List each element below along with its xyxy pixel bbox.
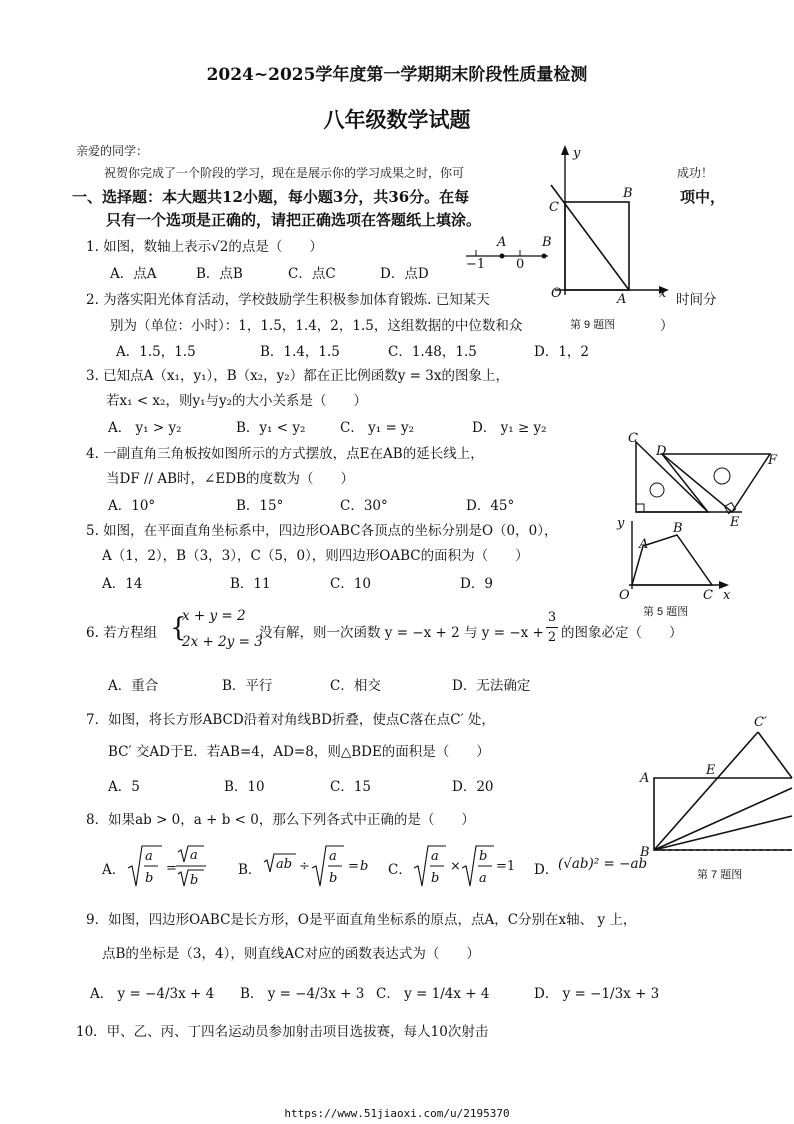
svg-text:a: a [190,848,198,863]
q1-option-a: A．点A [110,266,157,282]
svg-text:=: = [166,861,177,876]
fig9-label-y: y [573,146,581,161]
fig9-label-a: A [617,292,627,307]
q2-line2: 别为（单位：小时）：1，1.5，1.4，2，1.5，这组数据的中位数和众 [110,318,523,334]
section1-heading2: 只有一个选项是正确的，请把正确选项在答题纸上填涂。 [106,211,482,229]
footer-url[interactable]: https://www.51jiaoxi.com/u/2195370 [284,1107,510,1120]
q5-option-a: A．14 [102,576,143,592]
fig7-label-e: E [706,763,716,778]
fig9-label-b: B [623,186,633,201]
q3-option-c: C． y₁ = y₂ [340,420,415,436]
q4-option-d: D．45° [466,498,515,514]
fig9-caption: 第 9 题图 [570,319,616,331]
figure-q5 [615,515,750,603]
q8-option-c: C． [388,862,412,878]
greeting-message: 祝贺你完成了一个阶段的学习，现在是展示你的学习成果之时，你可 [104,166,465,180]
q6-option-b: B．平行 [222,678,273,694]
q7-line1: 7．如图，将长方形ABCD沿着对角线BD折叠，使点C落在点C′ 处， [86,712,495,728]
q2-option-b: B．1.4，1.5 [260,344,340,360]
q4-option-a: A．10° [108,498,156,514]
q5-option-b: B．11 [230,576,271,592]
q3-option-a: A． y₁ > y₂ [108,420,182,436]
fig5-label-o: O [619,588,630,603]
q2-option-d: D．1，2 [534,344,590,360]
q6-brace: { [170,613,187,643]
q1-stem: 1. 如图，数轴上表示√2的点是（ ） [86,239,323,255]
q6-frac-num: 3 [547,610,557,625]
fig4-label-c: C [628,431,638,446]
q2-line1-end: 时间分 [676,292,717,308]
q2-option-c: C．1.48，1.5 [388,344,477,360]
q6-option-c: C．相交 [330,678,381,694]
q8-option-b-expr [262,842,372,892]
section1-heading-end: 项中， [680,188,726,206]
q9-line2: 点B的坐标是（3，4），则直线AC对应的函数表达式为（ ） [102,946,480,962]
fig5-label-b: B [673,521,683,536]
numline-label-b: B [542,235,552,250]
svg-text:a: a [145,849,153,864]
q6-frac-den: 2 [547,630,557,645]
q7-line2: BC′ 交AD于E．若AB=4，AD=8，则△BDE的面积是（ ） [108,744,490,760]
q3-option-b: B．y₁ < y₂ [236,420,306,436]
svg-text:b: b [329,871,338,886]
q8-option-d-expr: (√ab)² = −ab [558,856,648,872]
fig5-label-c: C [703,588,713,603]
svg-text:=1: =1 [496,859,516,874]
numline-label-minus1: −1 [466,257,486,272]
svg-text:b: b [479,849,488,864]
fig5-label-a: A [639,537,649,552]
fig7-label-b: B [640,845,650,860]
q8-line1: 8．如果ab > 0，a + b < 0，那么下列各式中正确的是（ ） [86,812,475,828]
q5-option-c: C．10 [330,576,372,592]
svg-text:b: b [190,873,199,888]
q7-option-a: A．5 [108,779,140,795]
q8-option-a: A． [102,862,126,878]
numline-label-zero: 0 [516,257,525,272]
fig5-caption: 第 5 题图 [643,606,689,618]
svg-text:a: a [479,871,487,886]
fig7-label-cprime: C′ [754,715,767,730]
svg-text:÷: ÷ [299,859,310,874]
q6-option-a: A．重合 [108,678,159,694]
q6-prefix: 6. 若方程组 [86,625,158,641]
q9-option-d: D． y = −1/3x + 3 [534,986,660,1002]
q8-option-b: B． [238,862,262,878]
figure-q4 [624,428,789,528]
q1-option-d: D．点D [380,266,429,282]
q6-option-d: D．无法确定 [452,678,531,694]
svg-text:b: b [145,871,154,886]
q3-option-d: D． y₁ ≥ y₂ [472,420,547,436]
section1-heading: 一、选择题：本大题共12小题，每小题3分，共36分。在每 [72,188,470,206]
fig5-label-x: x [723,588,731,603]
q10-line1: 10．甲、乙、丙、丁四名运动员参加射击项目选拔赛，每人10次射击 [76,1024,489,1040]
q8-option-a-expr [126,842,206,892]
q9-line1: 9．如图，四边形OABC是长方形，O是平面直角坐标系的原点，点A，C分别在x轴、 y 上， [86,912,637,928]
q7-option-b: B．10 [224,779,265,795]
fig5-label-y: y [617,516,625,531]
q1-option-b: B．点B [196,266,243,282]
fig4-label-e: E [730,515,740,530]
q7-option-d: D．20 [452,779,494,795]
q4-option-c: C．30° [340,498,388,514]
q3-line1: 3. 已知点A（x₁，y₁），B（x₂，y₂）都在正比例函数y = 3x的图象上， [86,368,509,384]
fig7-caption: 第 7 题图 [697,869,743,881]
fig4-label-f: F [768,453,778,468]
svg-text:b: b [360,859,369,874]
q2-line1: 2. 为落实阳光体育活动，学校鼓励学生积极参加体育锻炼. 已知某天 [86,292,490,308]
svg-text:a: a [431,849,439,864]
numline-label-a: A [497,235,507,250]
q9-option-b: B． y = −4/3x + 3 [240,986,365,1002]
q4-option-b: B．15° [236,498,284,514]
q6-eq2: 2x + 2y = 3 [182,634,263,650]
q9-option-c: C． y = 1/4x + 4 [376,986,490,1002]
fig7-label-a: A [640,771,650,786]
svg-text:a: a [329,849,337,864]
exam-title: 2024~2025学年度第一学期期末阶段性质量检测 [206,65,588,85]
q6-mid: 没有解，则一次函数 y = −x + 2 与 y = −x + [259,625,544,641]
q7-option-c: C．15 [330,779,372,795]
figure-q9 [545,145,675,305]
q8-option-d: D． [534,862,559,878]
q5-line2: A（1，2），B（3，3），C（5，0），则四边形OABC的面积为（ ） [102,548,529,564]
greeting-salutation: 亲爱的同学： [76,144,149,158]
q6-suffix: 的图象必定（ ） [561,625,683,641]
q9-option-a: A． y = −4/3x + 4 [90,986,215,1002]
q6-eq1: x + y = 2 [182,608,246,624]
q4-line1: 4. 一副直角三角板按如图所示的方式摆放，点E在AB的延长线上， [86,446,484,462]
fig9-label-x: x [659,286,667,301]
svg-text:b: b [431,871,440,886]
exam-subtitle: 八年级数学试题 [323,107,471,132]
svg-text:×: × [450,859,461,874]
figure-q7 [636,712,792,858]
svg-text:ab: ab [276,857,293,872]
q8-option-c-expr [412,842,516,892]
q6-frac-bar [546,627,558,628]
q2-line2-end: ） [660,318,674,334]
fig9-label-c: C [549,200,559,215]
q2-option-a: A．1.5，1.5 [116,344,196,360]
q5-line1: 5. 如图，在平面直角坐标系中，四边形OABC各顶点的坐标分别是O（0，0）， [86,523,558,539]
q4-line2: 当DF // AB时，∠EDB的度数为（ ） [106,471,354,487]
number-line-figure [462,230,552,270]
q1-option-c: C．点C [288,266,336,282]
fig9-label-o: O [551,286,562,301]
q5-option-d: D．9 [460,576,493,592]
q3-line2: 若x₁ < x₂，则y₁与y₂的大小关系是（ ） [106,393,368,409]
greeting-message-end: 成功！ [677,166,714,180]
fig4-label-d: D [656,444,667,459]
svg-text:=: = [348,859,359,874]
